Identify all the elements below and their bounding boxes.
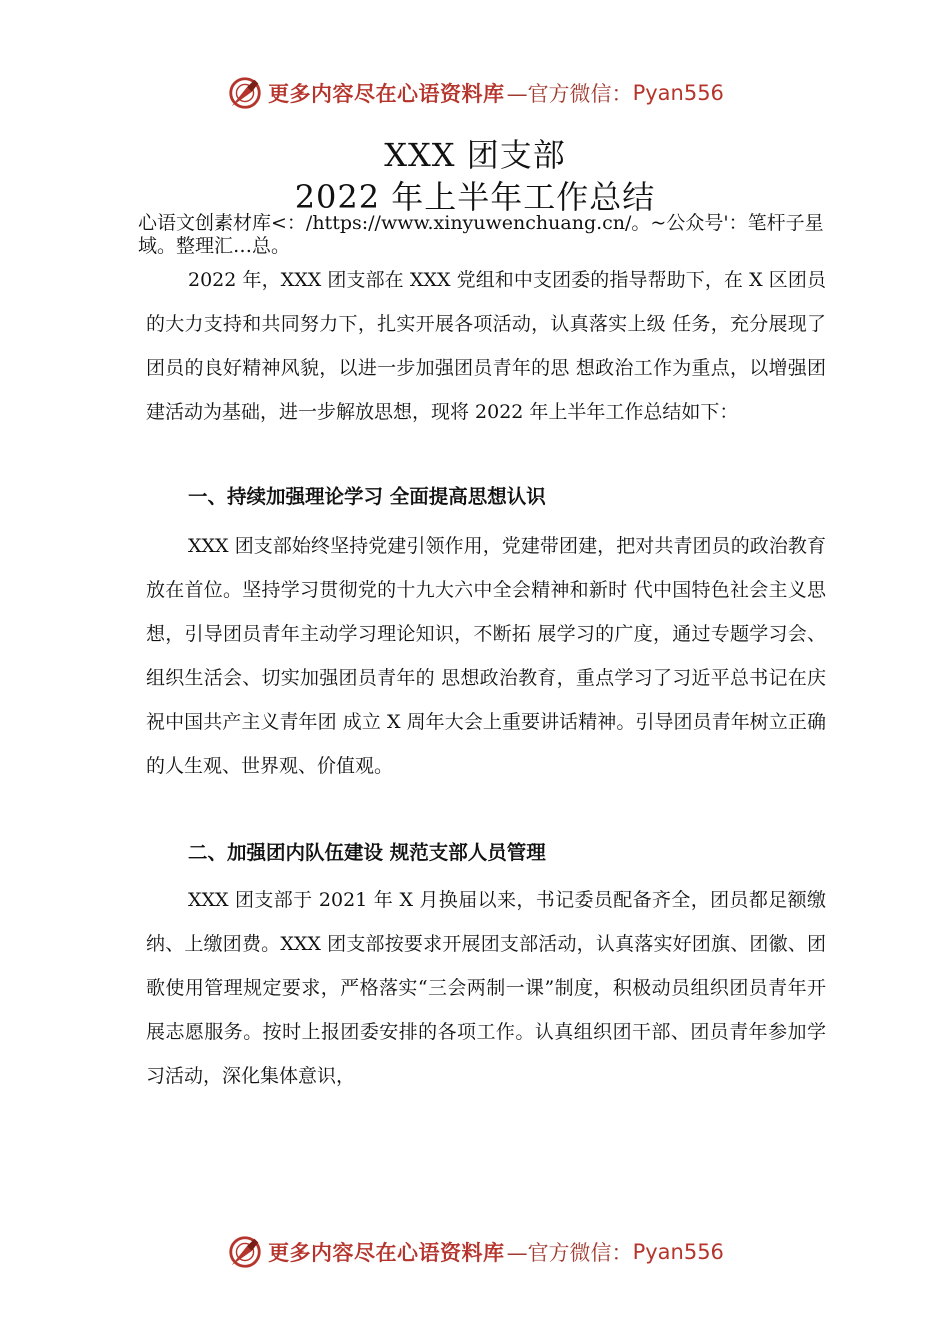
banner-wechat-label: —官方微信： [506,1241,633,1265]
intro-paragraph: 2022 年，XXX 团支部在 XXX 党组和中支团委的指导帮助下，在 X 区团员的大力支持和共同努力下，扎实开展各项活动，认真落实上级 任务，充分展现了团员的良好精神风貌，以进一步加强团员青年的思 想政治工作为重点，以增强团建活动为基础，进一步解放思想，现将 2022 年上半年工作总结如下： [146,269,826,423]
section-2-body: XXX 团支部于 2021 年 X 月换届以来，书记委员配备齐全，团员都足额缴纳、上缴团费。XXX 团支部按要求开展团支部活动，认真落实好团旗、团徽、团歌使用管理规定要求，严格落实“三会两制一课”制度，积极动员组织团员青年开展志愿服务。按时上报团委安排的各项工作。认真组织团干部、团员青年参加学习活动，深化集体意识， [146,889,826,1087]
document-title-line1: XXX 团支部 [384,136,566,174]
section-1-body: XXX 团支部始终坚持党建引领作用，党建带团建，把对共青团员的政治教育放在首位。坚持学习贯彻党的十九大六中全会精神和新时 代中国特色社会主义思想，引导团员青年主动学习理论知识，不断拓 展学习的广度，通过专题学习会、组织生活会、切实加强团员青年的 思想政治教育，重点学习了习近平总书记在庆祝中国共产主义青年团 成立 X 周年大会上重要讲话精神。引导团员青年树立正确的人生观、世界观、价值观。 [146,535,826,777]
banner-wechat-label: —官方微信： [506,82,633,106]
banner-text: 更多内容尽在心语资料库 [268,82,505,106]
footer-watermark-banner [0,1229,950,1275]
document-title-line2: 2022 年上半年工作总结 [294,178,656,216]
pen-nib-logo-icon [226,74,264,112]
header-watermark-banner [0,70,950,116]
banner-text: 更多内容尽在心语资料库 [268,1241,505,1265]
banner-wechat-id: Pyan556 [632,81,724,105]
pen-nib-logo-icon [226,1233,264,1271]
section-1-heading: 一、持续加强理论学习 全面提高思想认识 [188,485,546,508]
banner-wechat-id: Pyan556 [632,1240,724,1264]
section-2-heading: 二、加强团内队伍建设 规范支部人员管理 [188,841,546,864]
source-note: 心语文创素材库<：/https://www.xinyuwenchuang.cn/。~公众号'：笔杆子星域。整理汇…总。 [138,212,824,257]
